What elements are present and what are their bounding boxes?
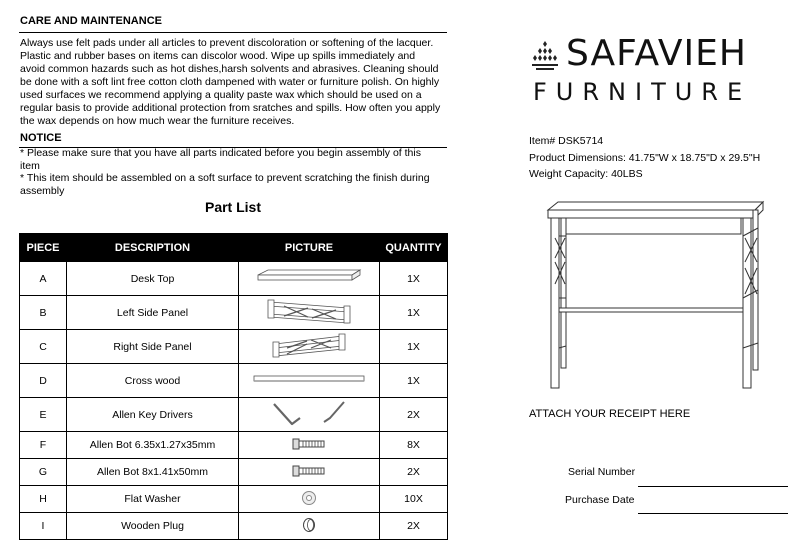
care-line: Plastic and rubber bases on items can discolor wood. Wipe up spills immediately and [20, 50, 416, 62]
brand-subtitle: FURNITURE [533, 78, 752, 106]
quantity-cell: 1X [380, 330, 448, 364]
picture-cell [239, 262, 380, 296]
column-header-picture: PICTURE [239, 234, 380, 262]
quantity-cell: 2X [380, 513, 448, 540]
care-line: regular basis to provide additional protection from sratches and spills. How often you apply [20, 102, 441, 114]
care-line: be done with a soft lint free cotton cloth dampened with water or furniture polish. On highly [20, 76, 440, 88]
table-row [20, 296, 448, 330]
piece-cell: A [20, 262, 67, 296]
bolt-icon [292, 437, 326, 451]
quantity-cell: 1X [380, 262, 448, 296]
brand-name: SAFAVIEH [566, 33, 747, 74]
piece-cell: I [20, 513, 67, 540]
description-cell: Right Side Panel [67, 330, 239, 364]
purchase-date-field[interactable] [638, 513, 788, 514]
care-line: the wax depends on how much wear the furniture receives. [20, 115, 295, 127]
picture-cell [239, 364, 380, 398]
care-title: CARE AND MAINTENANCE [20, 15, 162, 27]
quantity-cell: 1X [380, 296, 448, 330]
piece-cell: D [20, 364, 67, 398]
brand-logo-icon [530, 40, 560, 72]
notice-line: item [20, 159, 40, 172]
table-row [20, 513, 448, 540]
quantity-cell: 1X [380, 364, 448, 398]
desk-illustration-icon [543, 198, 771, 394]
description-cell: Cross wood [67, 364, 239, 398]
column-header-piece: PIECE [20, 234, 67, 262]
care-line: avoid common hazards such as hot dishes,harsh solvents and abrasives. Cleaning should [20, 63, 439, 75]
description-cell: Allen Key Drivers [67, 398, 239, 432]
picture-cell [239, 296, 380, 330]
column-header-description: DESCRIPTION [67, 234, 239, 262]
table-row [20, 330, 448, 364]
notice-title: NOTICE [20, 132, 62, 144]
table-row [20, 486, 448, 513]
cross-wood-icon [252, 373, 366, 385]
piece-cell: B [20, 296, 67, 330]
care-divider [19, 32, 447, 33]
part-list-table [19, 233, 448, 540]
description-cell: Desk Top [67, 262, 239, 296]
quantity-cell: 10X [380, 486, 448, 513]
picture-cell [239, 513, 380, 540]
notice-text [20, 147, 448, 197]
right-side-panel-icon [269, 332, 349, 358]
piece-cell: C [20, 330, 67, 364]
piece-cell: G [20, 459, 67, 486]
product-info [529, 133, 760, 183]
attach-receipt-label: ATTACH YOUR RECEIPT HERE [529, 408, 691, 420]
quantity-cell: 2X [380, 459, 448, 486]
quantity-cell: 2X [380, 398, 448, 432]
quantity-cell: 8X [380, 432, 448, 459]
picture-cell [239, 432, 380, 459]
allen-key-icon [264, 398, 354, 428]
notice-line: assembly [20, 184, 65, 197]
table-header-row [20, 234, 448, 262]
desk-top-icon [254, 267, 364, 287]
picture-cell [239, 330, 380, 364]
table-row [20, 459, 448, 486]
part-list-title: Part List [204, 199, 261, 215]
table-row [20, 364, 448, 398]
table-row [20, 398, 448, 432]
picture-cell [239, 459, 380, 486]
serial-number-field[interactable] [638, 486, 788, 487]
serial-number-label: Serial Number [568, 466, 636, 478]
piece-cell: H [20, 486, 67, 513]
weight-capacity: Weight Capacity: 40LBS [529, 168, 643, 180]
description-cell: Left Side Panel [67, 296, 239, 330]
left-side-panel-icon [264, 298, 354, 324]
care-line: used surfaces we recommend applying a quality paste wax which should be used on a [20, 89, 422, 101]
description-cell: Flat Washer [67, 486, 239, 513]
notice-line: * This item should be assembled on a soft surface to prevent scratching the finish during [20, 172, 430, 184]
care-text [20, 37, 448, 128]
item-number: Item# DSK5714 [529, 135, 604, 147]
piece-cell: E [20, 398, 67, 432]
table-row [20, 432, 448, 459]
description-cell: Allen Bot 6.35x1.27x35mm [67, 432, 239, 459]
purchase-date-label: Purchase Date [565, 494, 635, 506]
piece-cell: F [20, 432, 67, 459]
care-line: Always use felt pads under all articles to prevent discoloration or softening of the lacquer. [20, 37, 434, 49]
table-row [20, 262, 448, 296]
picture-cell [239, 486, 380, 513]
picture-cell [239, 398, 380, 432]
notice-line: * Please make sure that you have all parts indicated before you begin assembly of this [20, 147, 421, 159]
bolt-icon [292, 464, 326, 478]
column-header-quantity: QUANTITY [380, 234, 448, 262]
washer-icon [301, 490, 317, 506]
description-cell: Wooden Plug [67, 513, 239, 540]
wooden-plug-icon [301, 517, 317, 533]
description-cell: Allen Bot 8x1.41x50mm [67, 459, 239, 486]
product-dimensions: Product Dimensions: 41.75"W x 18.75"D x 29.5"H [529, 151, 761, 164]
